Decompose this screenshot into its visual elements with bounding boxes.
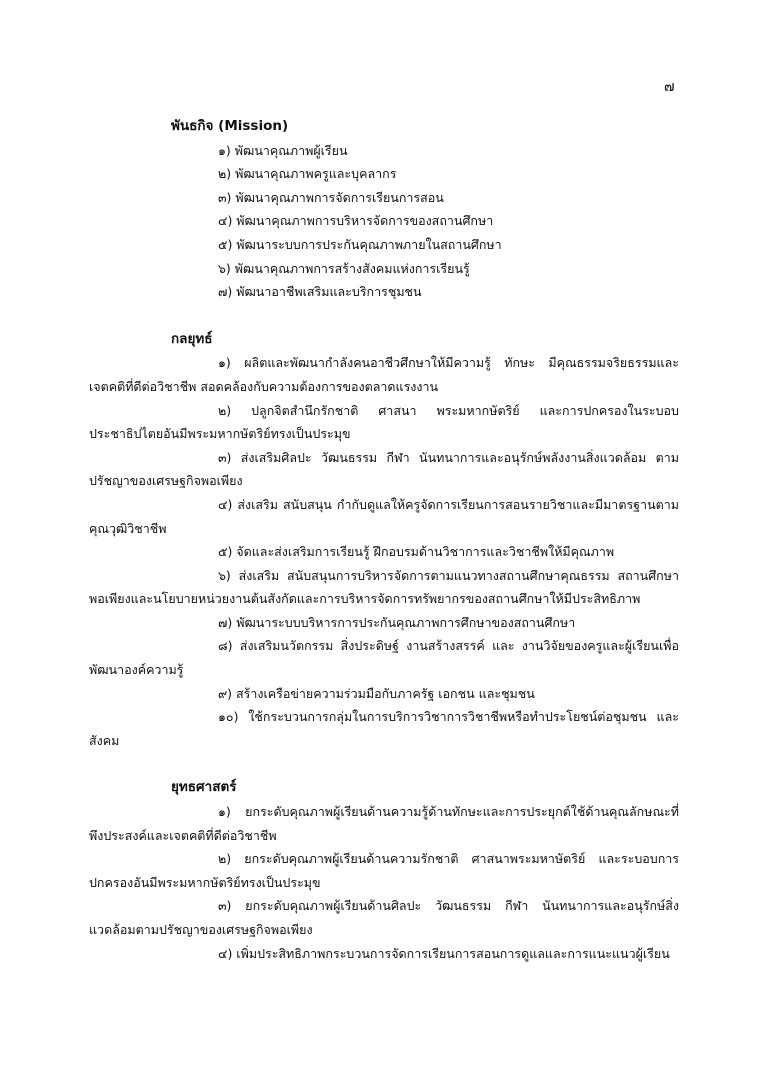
mission-item: ๕) พัฒนาระบบการประกันคุณภาพภายในสถานศึกษา — [218, 236, 502, 252]
strategy-item: ๘) ส่งเสริมนวัตกรรม สิ่งประดิษฐ์ งานสร้างสรรค์ และ งานวิจัยของครูและผู้เรียนเพื่อพัฒนาองค์ความรู้ — [89, 638, 679, 678]
strategy-heading: กลยุทธ์ — [171, 330, 213, 347]
tactics-item: ๔) เพิ่มประสิทธิภาพกระบวนการจัดการเรียนการสอนการดูแลและการแนะแนวผู้เรียน — [218, 945, 670, 961]
mission-heading: พันธกิจ (Mission) — [171, 118, 289, 134]
tactics-item: ๒) ยกระดับคุณภาพผู้เรียนด้านความรักชาติ ศาสนาพระมหาษัตริย์ และระบอบการปกครองอันมีพระมหากษัตริย์ทรงเป็นประมุข — [89, 851, 679, 890]
mission-item: ๒) พัฒนาคุณภาพครูและบุคลากร — [218, 166, 397, 182]
mission-item: ๗) พัฒนาอาชีพเสริมและบริการชุมชน — [218, 284, 422, 300]
strategy-item: ๑) ผลิตและพัฒนากำลังคนอาชีวศึกษาให้มีความรู้ ทักษะ มีคุณธรรมจริยธรรมและเจตคติที่ดีต่อวิชาชีพ สอดคล้องกับความต้องการของตลาดแรงงาน — [89, 355, 679, 394]
page-content — [89, 115, 679, 965]
mission-item: ๑) พัฒนาคุณภาพผู้เรียน — [218, 142, 348, 158]
page-number: ๗ — [664, 79, 675, 95]
mission-item: ๔) พัฒนาคุณภาพการบริหารจัดการของสถานศึกษา — [218, 213, 494, 229]
tactics-section — [89, 776, 679, 965]
strategy-item: ๙) สร้างเครือข่ายความร่วมมือกับภาครัฐ เอกชน และชุมชน — [218, 685, 535, 701]
mission-list — [89, 139, 679, 304]
mission-item: ๓) พัฒนาคุณภาพการจัดการเรียนการสอน — [218, 189, 444, 205]
strategy-section — [89, 328, 679, 753]
tactics-item: ๓) ยกระดับคุณภาพผู้เรียนด้านศิลปะ วัฒนธรรม กีฬา นันทนาการและอนุรักษ์สิ่งแวดล้อมตามปรัชญาของเศรษฐกิจพอเพียง — [89, 898, 679, 937]
mission-item: ๖) พัฒนาคุณภาพการสร้างสังคมแห่งการเรียนรู้ — [218, 260, 470, 276]
strategy-item: ๗) พัฒนาระบบบริหารการประกันคุณภาพการศึกษาของสถานศึกษา — [218, 614, 576, 630]
strategy-item: ๑๐) ใช้กระบวนการกลุ่มในการบริการวิชาการวิชาชีพหรือทำประโยชน์ต่อชุมชน และสังคม — [89, 709, 679, 748]
section-spacer — [89, 304, 679, 328]
strategy-item: ๖) ส่งเสริม สนับสนุนการบริหารจัดการตามแนวทางสถานศึกษาคุณธรรม สถานศึกษาพอเพียงและนโยบายหน่วยงานต้นสังกัดและการบริหารจัดการทรัพยากรของสถานศึกษาให้มีประสิทธิภาพ — [89, 567, 679, 607]
strategy-item: ๓) ส่งเสริมศิลปะ วัฒนธรรม กีฬา นันทนาการและอนุรักษ์พลังงานสิ่งแวดล้อม ตามปรัชญาของเศรษฐกิจพอเพียง — [89, 449, 679, 489]
section-spacer — [89, 752, 679, 776]
strategy-item: ๒) ปลูกจิตสำนึกรักชาติ ศาสนา พระมหากษัตริย์ และการปกครองในระบอบประชาธิปไตยอันมีพระมหากษัตริย์ทรงเป็นประมุข — [89, 402, 679, 442]
tactics-heading: ยุทธศาสตร์ — [171, 779, 237, 796]
tactics-item: ๑) ยกระดับคุณภาพผู้เรียนด้านความรู้ด้านทักษะและการประยุกต์ใช้ด้านคุณลักษณะที่พึงประสงค์และเจตคติที่ดีต่อวิชาชีพ — [89, 804, 679, 843]
mission-section — [89, 115, 679, 304]
strategy-item: ๕) จัดและส่งเสริมการเรียนรู้ ฝึกอบรมด้านวิชาการและวิชาชีพให้มีคุณภาพ — [218, 544, 615, 560]
strategy-item: ๔) ส่งเสริม สนับสนุน กำกับดูแลให้ครูจัดการเรียนการสอนรายวิชาและมีมาตรฐานตามคุณวุฒิวิชาชีพ — [89, 496, 679, 536]
